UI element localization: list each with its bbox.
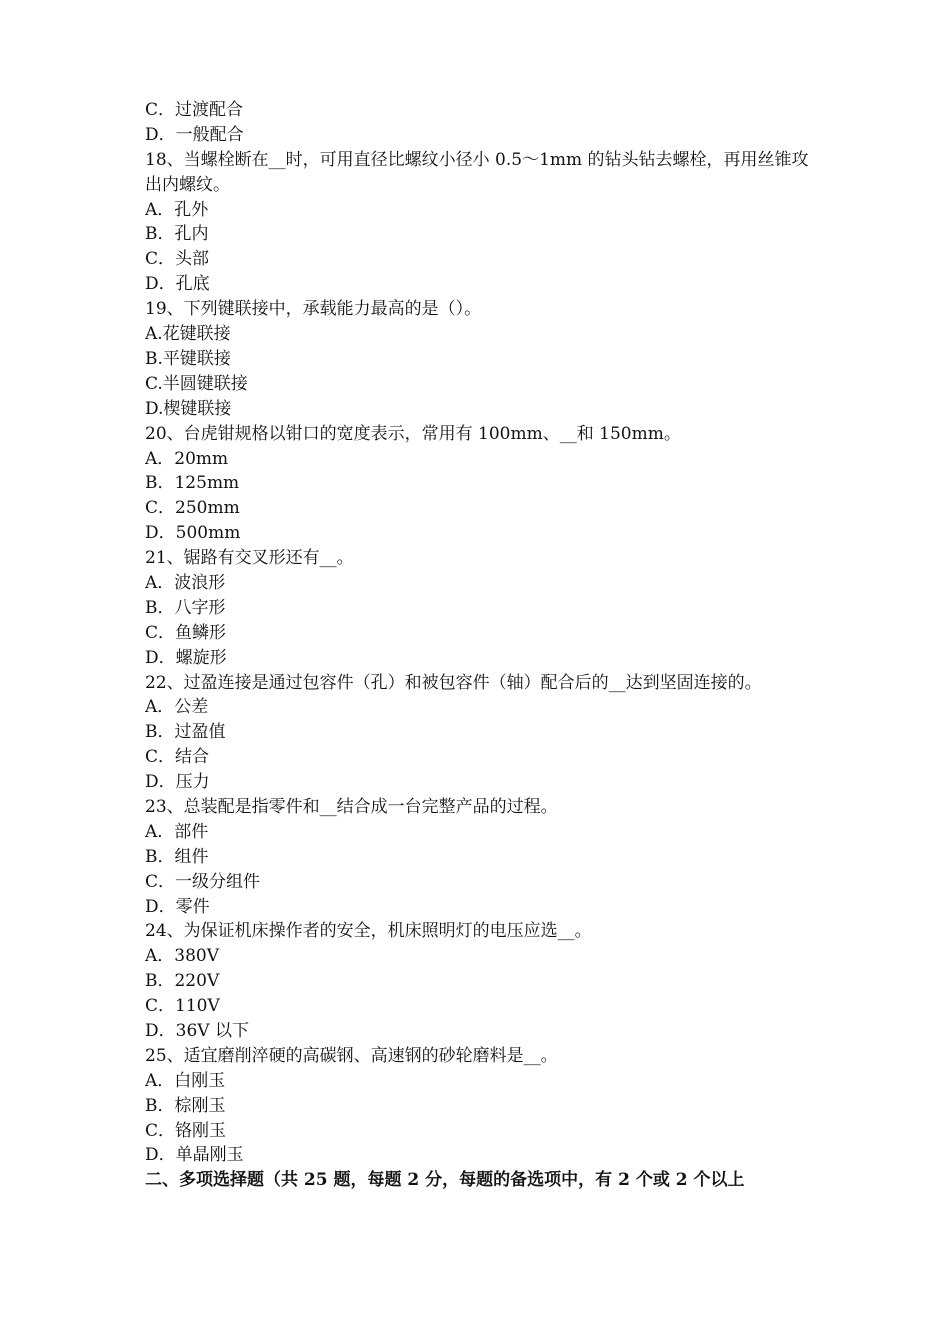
section-heading: 二、多项选择题（共 25 题，每题 2 分，每题的备选项中，有 2 个或 2 个以上 bbox=[145, 1170, 745, 1191]
question-23 bbox=[145, 795, 815, 919]
question-21 bbox=[145, 546, 815, 670]
option-c: C．头部 bbox=[145, 249, 210, 270]
question-stem: 18、当螺栓断在__时，可用直径比螺纹小径小 0.5～1mm 的钻头钻去螺栓，再用丝锥攻出内螺纹。 bbox=[145, 149, 809, 195]
option-c: C．鱼鳞形 bbox=[145, 622, 227, 643]
option-d: D．压力 bbox=[145, 772, 210, 793]
option-b: B．220V bbox=[145, 971, 220, 992]
option-c: C．过渡配合 bbox=[145, 100, 244, 120]
question-stem: 24、为保证机床操作者的安全，机床照明灯的电压应选__。 bbox=[145, 921, 592, 942]
option-b: B．孔内 bbox=[145, 224, 209, 245]
option-c: C．一级分组件 bbox=[145, 871, 261, 892]
option-a: A．20mm bbox=[145, 448, 229, 469]
question-stem: 25、适宜磨削淬硬的高碳钢、高速钢的砂轮磨料是__。 bbox=[145, 1045, 558, 1066]
option-d: D．零件 bbox=[145, 896, 210, 917]
question-22 bbox=[145, 671, 815, 795]
option-c: C．铬刚玉 bbox=[145, 1120, 227, 1141]
option-a: A．白刚玉 bbox=[145, 1070, 226, 1091]
option-d: D．螺旋形 bbox=[145, 647, 227, 668]
question-stem: 20、台虎钳规格以钳口的宽度表示，常用有 100mm、__和 150mm。 bbox=[145, 423, 681, 444]
option-d: D．一般配合 bbox=[145, 124, 244, 145]
option-a: A．公差 bbox=[145, 697, 209, 718]
option-a: A．波浪形 bbox=[145, 572, 226, 593]
option-c: C.半圆键联接 bbox=[145, 373, 248, 394]
option-a: A．380V bbox=[145, 946, 220, 967]
question-stem: 21、锯路有交叉形还有__。 bbox=[145, 548, 354, 569]
leading-options bbox=[145, 98, 815, 148]
option-c: C．110V bbox=[145, 996, 220, 1017]
option-d: D．单晶刚玉 bbox=[145, 1145, 244, 1166]
question-stem: 19、下列键联接中，承载能力最高的是（）。 bbox=[145, 299, 482, 320]
question-stem: 22、过盈连接是通过包容件（孔）和被包容件（轴）配合后的__达到坚固连接的。 bbox=[145, 672, 762, 693]
option-b: B．棕刚玉 bbox=[145, 1095, 226, 1116]
option-b: B．八字形 bbox=[145, 597, 226, 618]
document-page bbox=[145, 98, 815, 1193]
question-20 bbox=[145, 422, 815, 546]
option-d: D．36V 以下 bbox=[145, 1020, 249, 1041]
question-19 bbox=[145, 297, 815, 421]
option-a: A．部件 bbox=[145, 821, 209, 842]
question-stem: 23、总装配是指零件和__结合成一台完整产品的过程。 bbox=[145, 796, 558, 817]
option-a: A.花键联接 bbox=[145, 324, 231, 345]
question-25 bbox=[145, 1044, 815, 1168]
option-b: B．过盈值 bbox=[145, 722, 226, 743]
option-b: B．125mm bbox=[145, 473, 240, 494]
option-b: B．组件 bbox=[145, 846, 209, 867]
option-a: A．孔外 bbox=[145, 199, 209, 220]
question-18 bbox=[145, 148, 815, 297]
option-c: C．250mm bbox=[145, 498, 240, 519]
option-d: D.楔键联接 bbox=[145, 398, 232, 419]
option-d: D．500mm bbox=[145, 523, 241, 544]
option-c: C．结合 bbox=[145, 747, 210, 768]
option-b: B.平键联接 bbox=[145, 348, 231, 369]
option-d: D．孔底 bbox=[145, 274, 210, 295]
question-24 bbox=[145, 919, 815, 1043]
